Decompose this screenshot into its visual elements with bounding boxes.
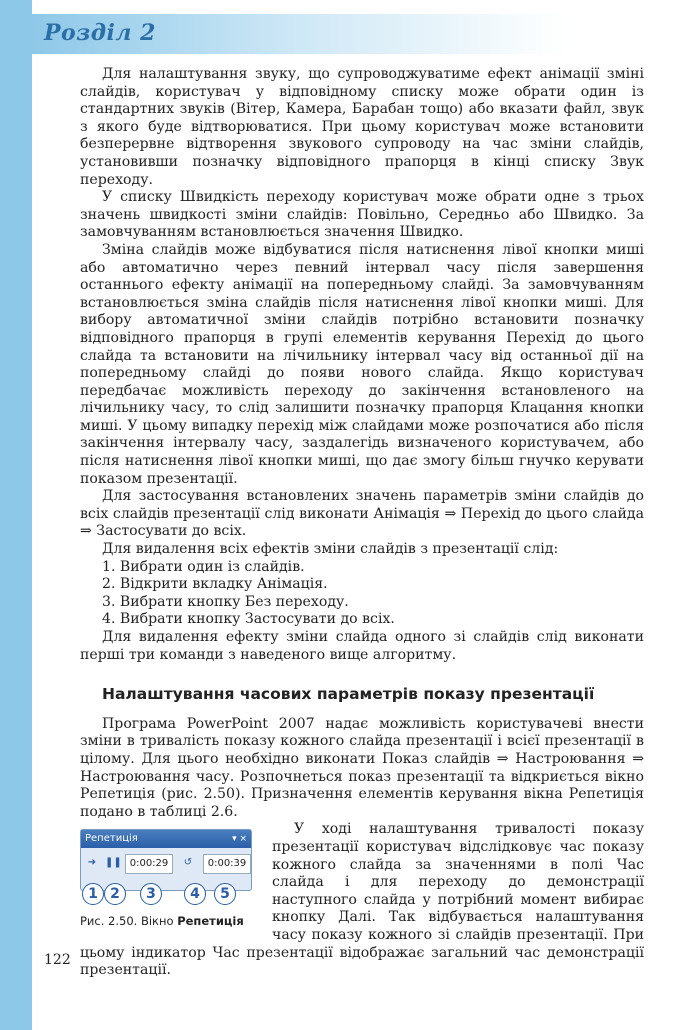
paragraph: Для видалення ефекту зміни слайда одного зі слайдів слід виконати перші три команди з наведеного вище алгоритму. [80,629,644,663]
caption-bold: Репетиція [177,914,244,929]
repeat-icon: ↺ [183,857,193,869]
paragraph: Для застосування встановлених значень параметрів зміни слайдів до всіх слайдів презентації слід виконати Анімація ⇒ Перехід до цього слайда ⇒ Застосувати до всіх. [80,488,644,540]
paragraph: Програма PowerPoint 2007 надає можливість користувачеві внести зміни в тривалість показу кожного слайда презентації і всієї презентації в цілому. Для цього необхідно виконати Показ слайдів ⇒ Настроювання ⇒ Настроювання часу. Розпочнеться показ презентації та відкриється вікно Репетиція (рис. 2.50). Призначення елементів керування вікна Репетиція подано в таблиці 2.6. [80,715,644,820]
window-title: Репетиція [85,833,138,845]
figure-2-50 [80,829,262,931]
slide-time-field: 0:00:29 [125,854,173,874]
page-content [80,66,644,980]
next-icon: ➜ [87,857,97,869]
paragraph: Для видалення всіх ефектів зміни слайдів з презентації слід: [102,541,559,558]
pause-icon: ❚❚ [105,857,122,869]
steps-list [80,559,644,629]
window-toolbar [81,854,251,876]
callout-5: 5 [214,883,236,905]
paragraph: У списку Швидкість переходу користувач може обрати одне з трьох значень швидкості зміни слайдів: Повільно, Середньо або Швидко. За замовчуванням встановлюється значення Швидко. [80,189,644,241]
callout-row [80,883,262,907]
section-label: Розділ 2 [44,20,156,46]
figure-caption [80,913,262,931]
callout-4: 4 [184,883,206,905]
list-item: 4. Вибрати кнопку Застосувати до всіх. [102,611,395,628]
list-item: 2. Відкрити вкладку Анімація. [102,576,328,593]
paragraph: Для налаштування звуку, що супроводжуватиме ефект анімації змінi слайдів, користувач у відповідному списку може обрати один із стандартних звуків (Вітер, Камера, Барабан тощо) або вказати файл, звук з якого буде відтворюватися. При цьому користувач може встановити безперервне відтворення звукового супроводу на час зміни слайдів, установивши позначку відповідного прапорця в кінці списку Звук переходу. [80,66,644,188]
figure-wrap [80,821,644,979]
window-controls: ▾ × [232,834,247,845]
page-number: 122 [44,952,71,968]
window-titlebar [81,830,251,848]
section-heading: Налаштування часових параметрів показу презентації [102,685,595,704]
sidebar-strip [0,0,32,1030]
paragraph: У ході налаштування тривалості показу презентації користувач відслідковує час показу кожного слайда за значеннями в полі Час слайда і для переходу до демонстрації наступного слайда у потрібний момент вибирає кнопку Далі. Так відбувається налаштування часу показу кожного зі слайдів презентації. При цьому індикатор Час презентації відображає загальний час демонстрації презентації. [80,821,644,979]
caption-prefix: Рис. 2.50. Вікно [80,914,178,929]
callout-1: 1 [82,883,104,905]
list-item: 1. Вибрати один із слайдів. [102,558,305,575]
callout-3: 3 [140,883,162,905]
paragraph: Зміна слайдів може відбуватися після натиснення лівої кнопки миші або автоматично через певний інтервал часу після завершення останнього ефекту анімації на попередньому слайді. За замовчуванням встановлюється зміна слайдів після натиснення лівої кнопки миші. Для вибору автоматичної зміни слайдів потрібно встановити позначку відповідного прапорця в групі елементів керування Перехід до цього слайда та встановити на лічильнику інтервал часу від останньої дії на попередньому слайді до появи нового слайда. Якщо користувач передбачає можливість переходу до закінчення встановленого на лічильнику часу, то слід залишити позначку прапорця Клацання кнопки миші. У цьому випадку перехід між слайдами може розпочатися або після закінчення інтервалу часу, заздалегідь визначеного користувачем, або після натиснення лівої кнопки миші, що дає змогу більш гнучко керувати показом презентації. [80,241,644,487]
list-item: 3. Вибрати кнопку Без переходу. [102,593,349,610]
callout-2: 2 [104,883,126,905]
total-time-field: 0:00:39 [203,854,251,874]
rehearsal-window [80,829,252,891]
